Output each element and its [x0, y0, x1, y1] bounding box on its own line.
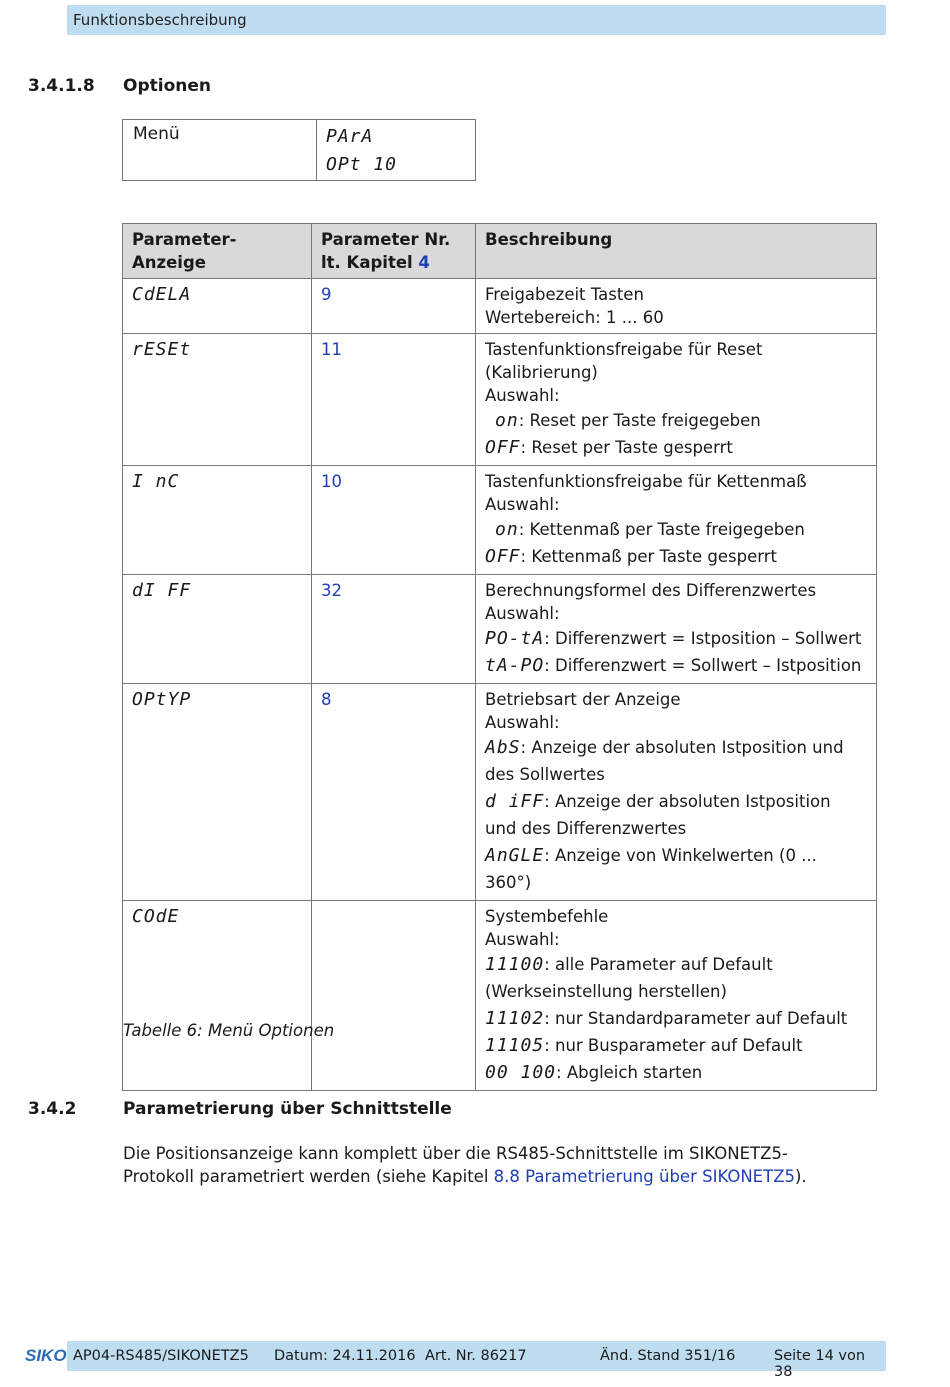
- option-text: : alle Parameter auf Default (Werkseinstellung herstellen): [485, 955, 773, 1001]
- option-item: [485, 543, 867, 570]
- option-code: on: [495, 410, 519, 431]
- description-title: Systembefehle: [485, 907, 609, 926]
- description-sub: Auswahl:: [485, 386, 560, 405]
- parameter-number[interactable]: 32: [312, 575, 476, 684]
- table-row: [123, 575, 877, 684]
- menu-lcd-line2: OPt 10: [326, 154, 398, 175]
- option-item: [485, 407, 867, 434]
- page-header: [67, 5, 886, 35]
- table-row: [123, 901, 877, 1091]
- option-text: : Differenzwert = Istposition – Sollwert: [544, 629, 862, 648]
- option-item: [485, 951, 867, 1005]
- option-text: : nur Standardparameter auf Default: [544, 1009, 848, 1028]
- option-text: : nur Busparameter auf Default: [544, 1036, 803, 1055]
- parameter-display: I nC: [123, 466, 312, 575]
- menu-box: [122, 119, 476, 181]
- section-number: 3.4.2: [28, 1099, 77, 1119]
- option-item: [485, 625, 867, 652]
- option-text: : Reset per Taste gesperrt: [520, 438, 733, 457]
- option-text: : Reset per Taste freigegeben: [518, 411, 761, 430]
- option-code: tA-PO: [485, 655, 545, 676]
- table-row: [123, 684, 877, 901]
- option-item: [485, 1032, 867, 1059]
- menu-label: Menü: [133, 124, 180, 144]
- option-item: [485, 1059, 867, 1086]
- description-title: Tastenfunktionsfreigabe für Reset (Kalibrierung): [485, 340, 763, 382]
- parameter-display: OPtYP: [123, 684, 312, 901]
- option-code: 11102: [485, 1008, 545, 1029]
- description-title: Betriebsart der Anzeige: [485, 690, 681, 709]
- parameter-description: [476, 575, 877, 684]
- section-number: 3.4.1.8: [28, 76, 95, 96]
- table-row: [123, 279, 877, 334]
- body-paragraph: Die Positionsanzeige kann komplett über die RS485-Schnittstelle im SIKONETZ5-Protokoll parametriert werden (siehe Kapitel 8.8 Parametrierung über SIKONETZ5).: [123, 1144, 807, 1186]
- header-parameter-number: Parameter Nr. lt. Kapitel 4: [312, 224, 476, 279]
- option-item: [485, 788, 867, 842]
- footer-art: Art. Nr. 86217: [425, 1348, 527, 1364]
- header-parameter-display: Parameter-Anzeige: [123, 224, 312, 279]
- chapter-link[interactable]: 8.8 Parametrierung über SIKONETZ5: [493, 1167, 795, 1186]
- option-code: on: [495, 519, 519, 540]
- option-text: : Kettenmaß per Taste gesperrt: [520, 547, 778, 566]
- menu-lcd-line1: PArA: [326, 126, 374, 147]
- option-text: : Anzeige der absoluten Istposition und des Differenzwertes: [485, 792, 831, 838]
- table-caption: Tabelle 6: Menü Optionen: [123, 1021, 335, 1040]
- description-sub: Auswahl:: [485, 604, 560, 623]
- section-title: Parametrierung über Schnittstelle: [123, 1099, 452, 1119]
- description-sub: Auswahl:: [485, 713, 560, 732]
- option-code: 11105: [485, 1035, 545, 1056]
- description-title: Freigabezeit Tasten: [485, 285, 644, 304]
- description-title: Berechnungsformel des Differenzwertes: [485, 581, 817, 600]
- page-footer: [67, 1341, 886, 1380]
- option-text: : Anzeige von Winkelwerten (0 ... 360°): [485, 846, 817, 892]
- option-text: : Differenzwert = Sollwert – Istposition: [544, 656, 862, 675]
- header-description: Beschreibung: [476, 224, 877, 279]
- parameter-description: [476, 466, 877, 575]
- footer-page: Seite 14 von 38: [774, 1348, 866, 1380]
- parameter-number[interactable]: 9: [312, 279, 476, 334]
- footer-stand: Änd. Stand 351/16: [600, 1348, 736, 1364]
- description-title: Tastenfunktionsfreigabe für Kettenmaß: [485, 472, 807, 491]
- footer-doc: AP04-RS485/SIKONETZ5: [73, 1348, 249, 1364]
- option-code: d iFF: [485, 791, 545, 812]
- description-sub: Wertebereich: 1 ... 60: [485, 308, 664, 327]
- option-item: [485, 734, 867, 788]
- option-item: [485, 1005, 867, 1032]
- option-code: 11100: [485, 954, 545, 975]
- svg-text:SIKO: SIKO: [25, 1346, 67, 1365]
- parameter-display: dI FF: [123, 575, 312, 684]
- option-item: [485, 516, 867, 543]
- option-text: : Anzeige der absoluten Istposition und des Sollwertes: [485, 738, 844, 784]
- parameter-description: [476, 334, 877, 466]
- parameter-description: [476, 684, 877, 901]
- siko-logo: [24, 1342, 67, 1368]
- option-text: : Abgleich starten: [556, 1063, 703, 1082]
- table-header-row: [123, 224, 877, 279]
- option-code: AbS: [485, 737, 521, 758]
- option-code: 00 100: [485, 1062, 557, 1083]
- parameter-display: COdE: [123, 901, 312, 1091]
- description-sub: Auswahl:: [485, 930, 560, 949]
- table-row: [123, 466, 877, 575]
- option-text: : Kettenmaß per Taste freigegeben: [518, 520, 805, 539]
- option-item: [485, 434, 867, 461]
- option-code: PO-tA: [485, 628, 545, 649]
- parameter-number[interactable]: 11: [312, 334, 476, 466]
- parameter-number[interactable]: 8: [312, 684, 476, 901]
- parameter-description: [476, 279, 877, 334]
- parameter-number[interactable]: 10: [312, 466, 476, 575]
- header-title: Funktionsbeschreibung: [73, 11, 247, 29]
- parameter-description: [476, 901, 877, 1091]
- option-item: [485, 842, 867, 896]
- chapter-link[interactable]: 4: [418, 253, 430, 272]
- table-row: [123, 334, 877, 466]
- option-code: OFF: [485, 437, 521, 458]
- option-item: [485, 652, 867, 679]
- parameter-number[interactable]: [312, 901, 476, 1091]
- section-title: Optionen: [123, 76, 211, 96]
- description-sub: Auswahl:: [485, 495, 560, 514]
- parameter-display: CdELA: [123, 279, 312, 334]
- options-table: [122, 223, 877, 1091]
- option-code: OFF: [485, 546, 521, 567]
- option-code: AnGLE: [485, 845, 545, 866]
- parameter-display: rESEt: [123, 334, 312, 466]
- footer-date: Datum: 24.11.2016: [274, 1348, 416, 1364]
